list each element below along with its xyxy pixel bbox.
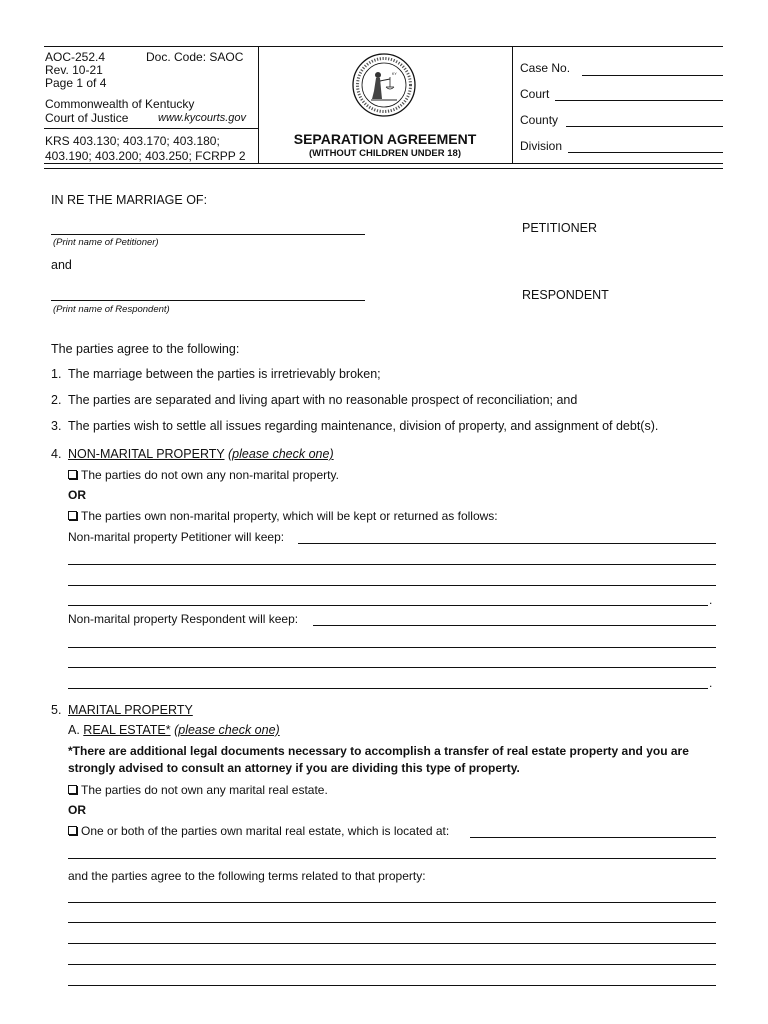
left-col-rule (44, 128, 258, 129)
checkbox-icon[interactable] (68, 826, 77, 835)
county-label: County (520, 113, 559, 127)
item-1-text: The marriage between the parties is irretrievably broken; (68, 367, 381, 381)
real-estate-heading (68, 723, 280, 737)
intro-text: The parties agree to the following: (51, 342, 240, 356)
petitioner-hint: (Print name of Petitioner) (53, 237, 159, 248)
case-no-label: Case No. (520, 61, 571, 75)
real-estate-terms-label: and the parties agree to the following terms related to that property: (68, 869, 426, 883)
real-estate-terms-field-1[interactable] (68, 902, 716, 903)
commonwealth-label: Commonwealth of Kentucky (45, 97, 195, 111)
court-label: Court (520, 87, 550, 101)
petitioner-keep-field-4[interactable] (68, 605, 708, 606)
section-4-heading (68, 447, 334, 461)
section-5-number: 5. (51, 703, 62, 717)
county-field[interactable] (566, 126, 723, 127)
real-estate-terms-field-2[interactable] (68, 922, 716, 923)
respondent-name-field[interactable] (51, 300, 365, 301)
checkbox-icon[interactable] (68, 511, 77, 520)
real-estate-label: REAL ESTATE* (83, 723, 171, 737)
form-title: SEPARATION AGREEMENT (293, 131, 477, 147)
website-link[interactable]: www.kycourts.gov (158, 112, 247, 124)
real-estate-terms-field-4[interactable] (68, 964, 716, 965)
petitioner-label: PETITIONER (522, 221, 598, 235)
real-estate-terms-field-3[interactable] (68, 943, 716, 944)
real-estate-location-field-1[interactable] (470, 837, 716, 838)
court-of-justice-label: Court of Justice (45, 111, 129, 125)
respondent-label: RESPONDENT (522, 288, 609, 302)
item-2-text: The parties are separated and living apart with no reasonable prospect of reconciliation; and (68, 393, 578, 407)
item-2-number: 2. (51, 393, 62, 407)
form-subtitle: (WITHOUT CHILDREN UNDER 18) (309, 148, 461, 159)
respondent-keep-field-3[interactable] (68, 667, 716, 668)
respondent-keep-field-2[interactable] (68, 647, 716, 648)
case-no-field[interactable] (582, 75, 723, 76)
respondent-keep-field-1[interactable] (313, 625, 716, 626)
real-estate-letter: A. (68, 723, 80, 737)
real-estate-or: OR (68, 803, 86, 817)
court-seal-icon (352, 53, 416, 117)
respondent-keep-label: Non-marital property Respondent will keep: (68, 612, 299, 626)
real-estate-terms-field-5[interactable] (68, 985, 716, 986)
checkbox-icon[interactable] (68, 785, 77, 794)
petitioner-keep-field-3[interactable] (68, 585, 716, 586)
in-re-heading: IN RE THE MARRIAGE OF: (51, 193, 208, 207)
petitioner-name-field[interactable] (51, 234, 365, 235)
header-top-rule (44, 46, 723, 47)
item-3-number: 3. (51, 419, 62, 433)
section-4-number: 4. (51, 447, 62, 461)
doc-code: Doc. Code: SAOC (146, 50, 244, 64)
petitioner-keep-field-2[interactable] (68, 564, 716, 565)
real-estate-option-2[interactable]: One or both of the parties own marital real estate, which is located at: (68, 824, 449, 838)
header-divider-right (512, 46, 513, 163)
respondent-hint: (Print name of Respondent) (53, 304, 170, 315)
non-marital-instruction: (please check one) (228, 447, 334, 461)
non-marital-or: OR (68, 488, 86, 502)
real-estate-option-1[interactable]: The parties do not own any marital real estate. (68, 783, 328, 797)
revision: Rev. 10-21 (45, 63, 103, 77)
real-estate-location-field-2[interactable] (68, 858, 716, 859)
petitioner-keep-field-1[interactable] (298, 543, 716, 544)
statutes-line-2: 403.190; 403.200; 403.250; FCRPP 2 (45, 149, 246, 163)
real-estate-warning-2: strongly advised to consult an attorney if you are dividing this type of property. (68, 761, 520, 775)
and-label: and (51, 258, 72, 272)
non-marital-option-1[interactable]: The parties do not own any non-marital property. (68, 468, 339, 482)
statutes-line-1: KRS 403.130; 403.170; 403.180; (45, 134, 220, 148)
division-label: Division (520, 139, 563, 153)
respondent-keep-field-4[interactable] (68, 688, 708, 689)
header-bottom-rule-2 (44, 168, 723, 169)
real-estate-warning-1: *There are additional legal documents necessary to accomplish a transfer of real estate property and you are (68, 744, 689, 758)
court-field[interactable] (555, 100, 723, 101)
period-mark: . (709, 676, 713, 690)
item-1-number: 1. (51, 367, 62, 381)
period-mark: . (709, 593, 713, 607)
form-number: AOC-252.4 (45, 50, 106, 64)
marital-property-heading: MARITAL PROPERTY (68, 703, 193, 717)
petitioner-keep-label: Non-marital property Petitioner will keep: (68, 530, 285, 544)
non-marital-option-2[interactable]: The parties own non-marital property, which will be kept or returned as follows: (68, 509, 498, 523)
checkbox-icon[interactable] (68, 470, 77, 479)
page-number: Page 1 of 4 (45, 76, 107, 90)
item-3-text: The parties wish to settle all issues regarding maintenance, division of property, and assignment of debt(s). (68, 419, 659, 433)
svg-text:KY: KY (392, 72, 397, 76)
non-marital-heading: NON-MARITAL PROPERTY (68, 447, 225, 461)
real-estate-instruction: (please check one) (174, 723, 280, 737)
division-field[interactable] (568, 152, 723, 153)
header-bottom-rule-1 (44, 163, 723, 164)
